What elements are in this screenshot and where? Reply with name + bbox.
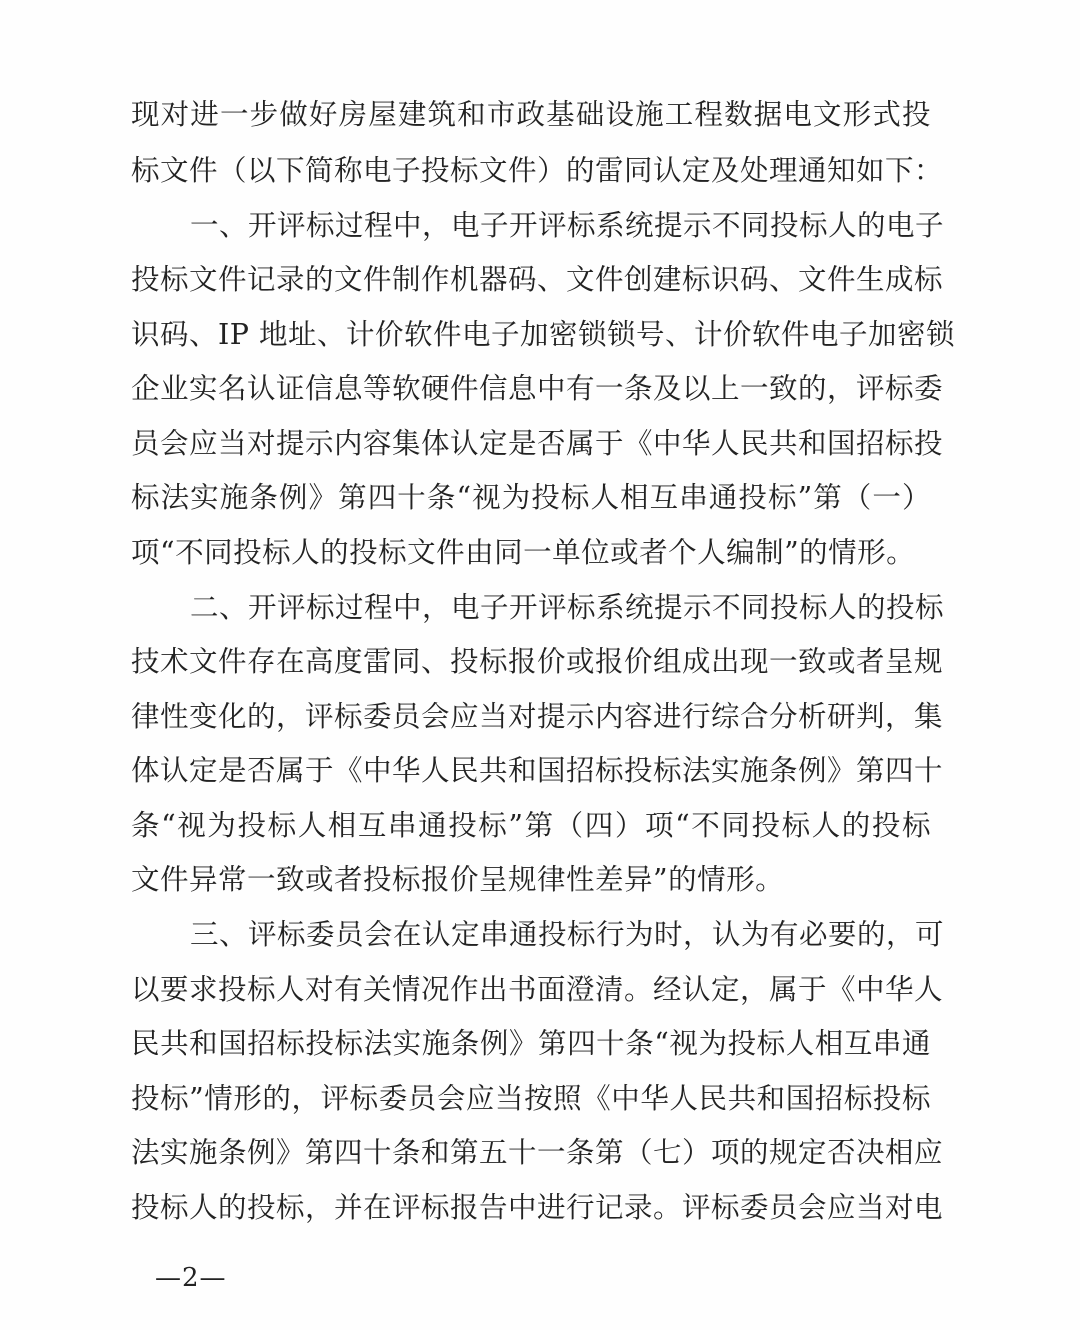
paragraph-2-line-2: 技术文件存在高度雷同、投标报价或报价组成出现一致或者呈规 [131,645,944,678]
paragraph-1-line-5: 员会应当对提示内容集体认定是否属于《中华人民共和国招标投 [131,427,944,460]
paragraph-3-line-2: 以要求投标人对有关情况作出书面澄清。经认定，属于《中华人 [131,973,944,1006]
paragraph-1-line-7: 项“不同投标人的投标文件由同一单位或者个人编制”的情形。 [131,536,916,569]
paragraph-3-line-5: 法实施条例》第四十条和第五十一条第（七）项的规定否决相应 [131,1136,944,1169]
paragraph-1-line-6: 标法实施条例》第四十条“视为投标人相互串通投标”第（一） [131,481,931,514]
paragraph-2-line-3: 律性变化的，评标委员会应当对提示内容进行综合分析研判，集 [131,700,944,733]
paragraph-2-line-4: 体认定是否属于《中华人民共和国招标投标法实施条例》第四十 [131,754,944,787]
paragraph-1-line-3: 识码、IP 地址、计价软件电子加密锁锁号、计价软件电子加密锁 [131,318,955,351]
body-text-line-2: 标文件（以下简称电子投标文件）的雷同认定及处理通知如下： [131,154,944,187]
paragraph-3-line-3: 民共和国招标投标法实施条例》第四十条“视为投标人相互串通 [131,1027,931,1060]
body-text-line-1: 现对进一步做好房屋建筑和市政基础设施工程数据电文形式投 [131,98,931,131]
paragraph-2-line-6: 文件异常一致或者投标报价呈规律性差异”的情形。 [131,863,785,896]
paragraph-3-line-1: 三、评标委员会在认定串通投标行为时，认为有必要的，可 [190,918,945,951]
paragraph-1-line-1: 一、开评标过程中，电子开评标系统提示不同投标人的电子 [190,209,945,242]
paragraph-2-line-5: 条“视为投标人相互串通投标”第（四）项“不同投标人的投标 [131,809,931,842]
paragraph-3-line-4: 投标”情形的，评标委员会应当按照《中华人民共和国招标投标 [131,1082,931,1115]
paragraph-1-line-2: 投标文件记录的文件制作机器码、文件创建标识码、文件生成标 [131,263,944,296]
paragraph-2-line-1: 二、开评标过程中，电子开评标系统提示不同投标人的投标 [190,591,945,624]
paragraph-3-line-6: 投标人的投标，并在评标报告中进行记录。评标委员会应当对电 [131,1191,944,1224]
page-number: —2— [155,1263,227,1293]
paragraph-1-line-4: 企业实名认证信息等软硬件信息中有一条及以上一致的，评标委 [131,372,944,405]
